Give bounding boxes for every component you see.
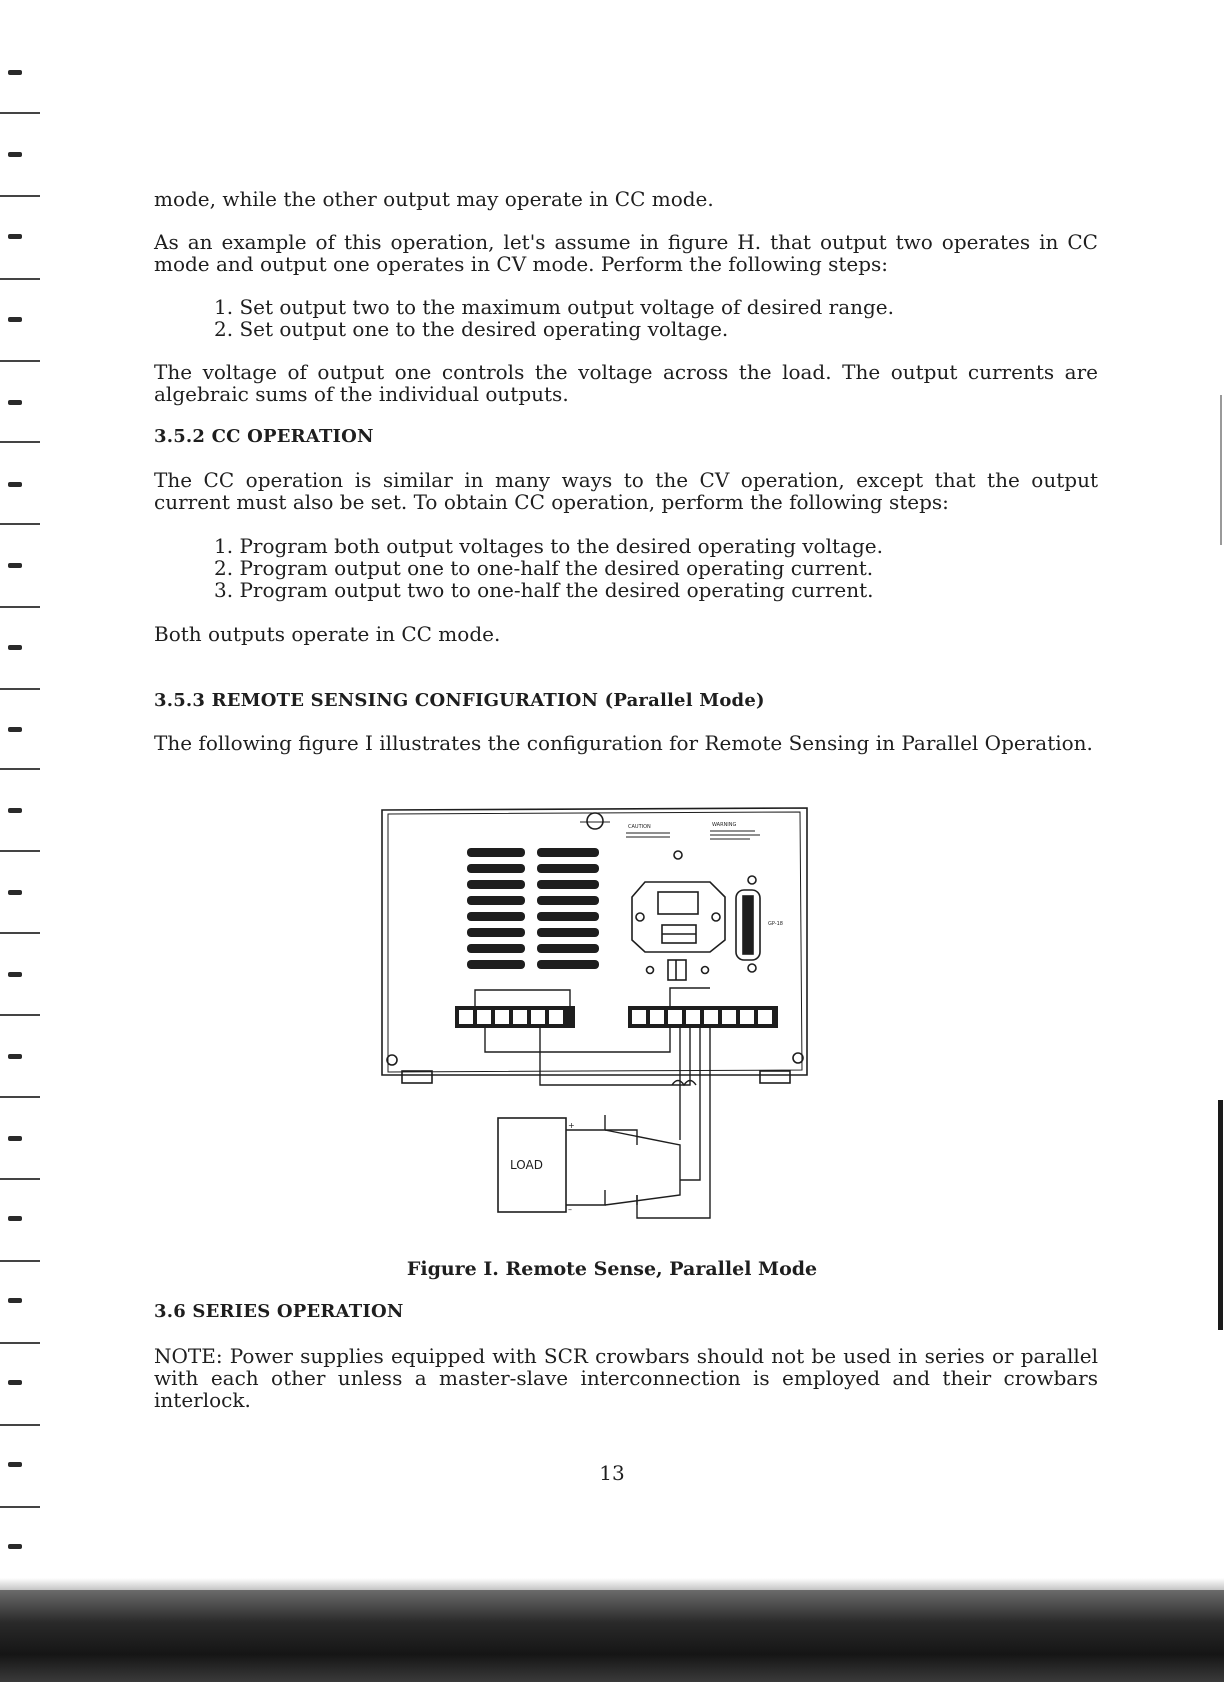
figure-caption: Figure I. Remote Sense, Parallel Mode [406, 1258, 818, 1280]
paragraph-text: Both outputs operate in CC mode. [154, 622, 501, 646]
paragraph-text: mode, while the other output may operate in CC mode. [154, 187, 714, 211]
list-item: 2. Set output one to the desired operating voltage. [214, 317, 729, 341]
paragraph-cc-operation [154, 469, 1098, 513]
paragraph-text: NOTE: Power supplies equipped with SCR crowbars should not be used in series or parallel with each other unless a master-slave interconnection is employed and their crowbars interlock. [154, 1344, 1098, 1412]
section-heading-cc-operation: 3.5.2 CC OPERATION [154, 426, 374, 447]
steps-list-cv [214, 296, 1014, 340]
paragraph-text: As an example of this operation, let's assume in figure H. that output two operates in CC mode and output one operates in CV mode. Perform the following steps: [154, 230, 1098, 276]
paragraph-mode-continuation [154, 188, 1098, 210]
scan-shadow-band [0, 1590, 1224, 1682]
warning-label: WARNING [712, 822, 737, 828]
steps-list-cc [214, 535, 1014, 601]
figure-remote-sense-parallel [370, 800, 820, 1230]
right-foot [760, 1071, 790, 1083]
paragraph-text: The following figure I illustrates the configuration for Remote Sensing in Parallel Operation. [154, 731, 1093, 755]
gpib-connector [736, 876, 760, 972]
list-item: 3. Program output two to one-half the desired operating current. [214, 578, 874, 602]
paragraph-note [154, 1345, 1098, 1411]
list-item: 1. Program both output voltages to the desired operating voltage. [214, 534, 883, 558]
load-plus-label: + [568, 1121, 575, 1130]
page-edge-line-dark [1218, 1100, 1223, 1330]
caution-label: CAUTION [628, 824, 651, 830]
section-heading-remote-sensing: 3.5.3 REMOTE SENSING CONFIGURATION (Parallel Mode) [154, 690, 765, 711]
load-minus-label: – [568, 1205, 572, 1214]
figure-diagram [370, 800, 820, 1230]
left-foot [402, 1071, 432, 1083]
paragraph-both-outputs [154, 623, 1098, 645]
paragraph-text: The voltage of output one controls the voltage across the load. The output currents are algebraic sums of the individual outputs. [154, 360, 1098, 406]
page-number: 13 [599, 1461, 625, 1485]
vent-slots [467, 848, 599, 969]
list-item: 2. Program output one to one-half the desired operating current. [214, 556, 874, 580]
page-edge-line [1220, 395, 1222, 545]
load-label: LOAD [510, 1158, 543, 1172]
paragraph-example [154, 231, 1098, 275]
top-screw-icon [587, 813, 603, 829]
connector-label: GP-18 [768, 921, 783, 927]
paragraph-text: The CC operation is similar in many ways to the CV operation, except that the output current must also be set. To obtain CC operation, perform the following steps: [154, 468, 1098, 514]
ac-inlet [632, 851, 725, 980]
paragraph-figure-intro [154, 732, 1098, 754]
list-item: 1. Set output two to the maximum output voltage of desired range. [214, 295, 894, 319]
terminal-strip-left [455, 1006, 575, 1028]
paragraph-voltage [154, 361, 1098, 405]
section-heading-series-operation: 3.6 SERIES OPERATION [154, 1301, 404, 1322]
terminal-strip-right [628, 1006, 778, 1028]
